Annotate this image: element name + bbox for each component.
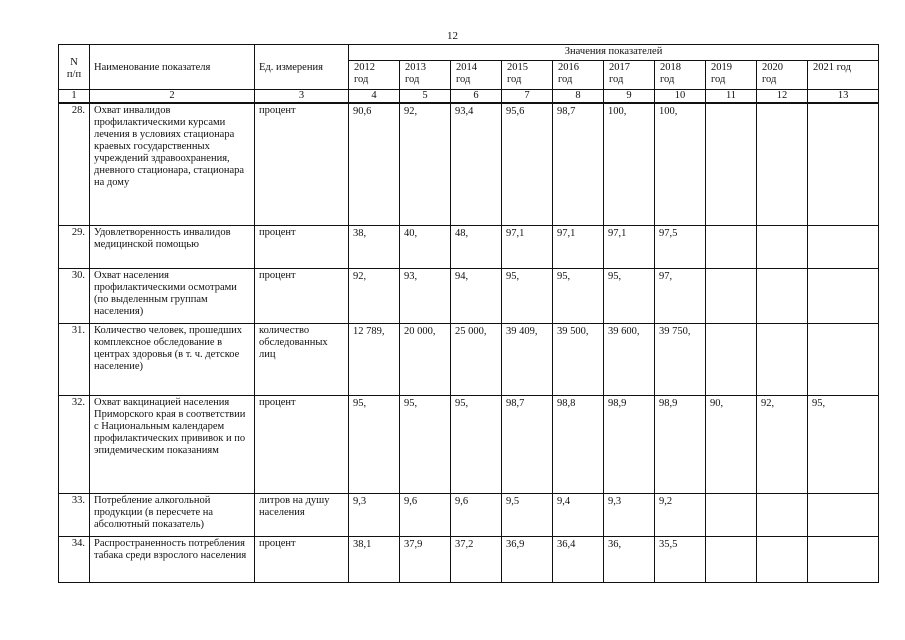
indicator-value: 25 000,: [451, 323, 502, 395]
indicator-name: Охват вакцинацией населения Приморского края в соответствии с Национальным календарем профилактических прививок и по эпидемическим показаниям: [90, 395, 255, 493]
indicator-value: 9,4: [553, 493, 604, 536]
column-number: 8: [553, 90, 604, 104]
indicator-value: [808, 323, 879, 395]
column-number: 4: [349, 90, 400, 104]
column-number: 7: [502, 90, 553, 104]
column-number: 3: [255, 90, 349, 104]
indicator-value: [757, 268, 808, 323]
indicator-value: 9,3: [349, 493, 400, 536]
indicator-value: [706, 536, 757, 582]
header-year: 2021 год: [808, 61, 879, 90]
indicator-value: 97,1: [553, 225, 604, 268]
indicator-value: 98,7: [553, 103, 604, 225]
indicator-value: 95,: [502, 268, 553, 323]
indicator-value: 37,9: [400, 536, 451, 582]
header-values-group: Значения показателей: [349, 45, 879, 61]
table-row: [59, 493, 879, 536]
row-number: 29.: [59, 225, 90, 268]
indicator-unit: процент: [255, 536, 349, 582]
indicator-value: [706, 225, 757, 268]
column-number: 11: [706, 90, 757, 104]
column-number: 6: [451, 90, 502, 104]
indicator-value: 97,1: [502, 225, 553, 268]
indicator-value: 36,4: [553, 536, 604, 582]
indicator-value: [808, 103, 879, 225]
table-row: [59, 268, 879, 323]
indicator-unit: количество обследованных лиц: [255, 323, 349, 395]
indicator-value: [757, 536, 808, 582]
indicator-value: 98,9: [655, 395, 706, 493]
indicator-value: 95,: [451, 395, 502, 493]
indicator-value: [757, 323, 808, 395]
indicator-name: Охват населения профилактическими осмотрами (по выделенным группам населения): [90, 268, 255, 323]
indicator-value: 100,: [655, 103, 706, 225]
row-number: 30.: [59, 268, 90, 323]
indicator-value: 38,: [349, 225, 400, 268]
column-number: 12: [757, 90, 808, 104]
indicator-value: [706, 103, 757, 225]
indicator-value: 90,: [706, 395, 757, 493]
table-row: [59, 103, 879, 225]
row-number: 33.: [59, 493, 90, 536]
indicator-value: 37,2: [451, 536, 502, 582]
column-numbers-row: [59, 90, 879, 104]
indicator-value: 92,: [349, 268, 400, 323]
indicators-table: [58, 44, 879, 583]
indicator-value: 39 600,: [604, 323, 655, 395]
row-number: 32.: [59, 395, 90, 493]
indicator-value: [808, 536, 879, 582]
indicator-value: 38,1: [349, 536, 400, 582]
column-number: 9: [604, 90, 655, 104]
table-row: [59, 323, 879, 395]
indicator-value: 12 789,: [349, 323, 400, 395]
indicator-unit: процент: [255, 225, 349, 268]
indicator-value: 92,: [400, 103, 451, 225]
indicator-name: Распространенность потребления табака среди взрослого населения: [90, 536, 255, 582]
header-year: 2020 год: [757, 61, 808, 90]
column-number: 2: [90, 90, 255, 104]
indicator-value: 9,2: [655, 493, 706, 536]
indicator-value: [706, 268, 757, 323]
header-name: Наименование показателя: [90, 45, 255, 90]
indicator-value: 98,9: [604, 395, 655, 493]
header-year: 2017 год: [604, 61, 655, 90]
indicator-value: [808, 225, 879, 268]
indicator-value: [808, 268, 879, 323]
indicator-value: [757, 225, 808, 268]
indicator-value: 95,: [349, 395, 400, 493]
indicator-value: 93,4: [451, 103, 502, 225]
indicator-value: [757, 103, 808, 225]
table-row: [59, 395, 879, 493]
indicator-value: 97,1: [604, 225, 655, 268]
indicator-value: [808, 493, 879, 536]
indicator-value: 94,: [451, 268, 502, 323]
header-year: 2018 год: [655, 61, 706, 90]
indicator-value: 92,: [757, 395, 808, 493]
indicator-unit: процент: [255, 268, 349, 323]
indicator-value: 95,: [553, 268, 604, 323]
indicator-value: 9,6: [400, 493, 451, 536]
indicator-value: 95,: [808, 395, 879, 493]
header-year: 2013 год: [400, 61, 451, 90]
indicator-value: 95,6: [502, 103, 553, 225]
header-year: 2014 год: [451, 61, 502, 90]
indicator-name: Количество человек, прошедших комплексное обследование в центрах здоровья (в т. ч. детское население): [90, 323, 255, 395]
indicator-value: 95,: [604, 268, 655, 323]
column-number: 10: [655, 90, 706, 104]
indicator-value: 20 000,: [400, 323, 451, 395]
indicator-unit: литров на душу населения: [255, 493, 349, 536]
header-year: 2015 год: [502, 61, 553, 90]
indicator-value: [706, 493, 757, 536]
indicator-unit: процент: [255, 395, 349, 493]
indicator-value: 36,: [604, 536, 655, 582]
indicator-name: Охват инвалидов профилактическими курсами лечения в условиях стационара краевых государственных учреждений здравоохранения, дневного стационара, стационара на дому: [90, 103, 255, 225]
indicator-value: 97,: [655, 268, 706, 323]
indicator-value: 9,3: [604, 493, 655, 536]
indicator-value: 90,6: [349, 103, 400, 225]
table-body: [59, 103, 879, 582]
column-number: 5: [400, 90, 451, 104]
indicator-name: Удовлетворенность инвалидов медицинской помощью: [90, 225, 255, 268]
indicator-name: Потребление алкогольной продукции (в пересчете на абсолютный показатель): [90, 493, 255, 536]
row-number: 28.: [59, 103, 90, 225]
indicator-value: 9,6: [451, 493, 502, 536]
indicator-value: 48,: [451, 225, 502, 268]
indicator-value: 98,7: [502, 395, 553, 493]
indicator-value: [706, 323, 757, 395]
header-year: 2012 год: [349, 61, 400, 90]
indicator-value: [757, 493, 808, 536]
indicator-value: 39 750,: [655, 323, 706, 395]
indicator-value: 93,: [400, 268, 451, 323]
indicator-value: 35,5: [655, 536, 706, 582]
indicator-value: 9,5: [502, 493, 553, 536]
indicator-value: 39 409,: [502, 323, 553, 395]
page-number: 12: [447, 30, 458, 42]
indicator-value: 39 500,: [553, 323, 604, 395]
header-n: N п/п: [59, 45, 90, 90]
indicator-unit: процент: [255, 103, 349, 225]
indicator-value: 98,8: [553, 395, 604, 493]
row-number: 34.: [59, 536, 90, 582]
column-number: 1: [59, 90, 90, 104]
indicator-value: 97,5: [655, 225, 706, 268]
column-number: 13: [808, 90, 879, 104]
header-year: 2019 год: [706, 61, 757, 90]
indicator-value: 36,9: [502, 536, 553, 582]
table-row: [59, 225, 879, 268]
row-number: 31.: [59, 323, 90, 395]
indicator-value: 100,: [604, 103, 655, 225]
table-header: [59, 45, 879, 104]
header-unit: Ед. измерения: [255, 45, 349, 90]
indicator-value: 95,: [400, 395, 451, 493]
indicator-value: 40,: [400, 225, 451, 268]
table-row: [59, 536, 879, 582]
header-year: 2016 год: [553, 61, 604, 90]
